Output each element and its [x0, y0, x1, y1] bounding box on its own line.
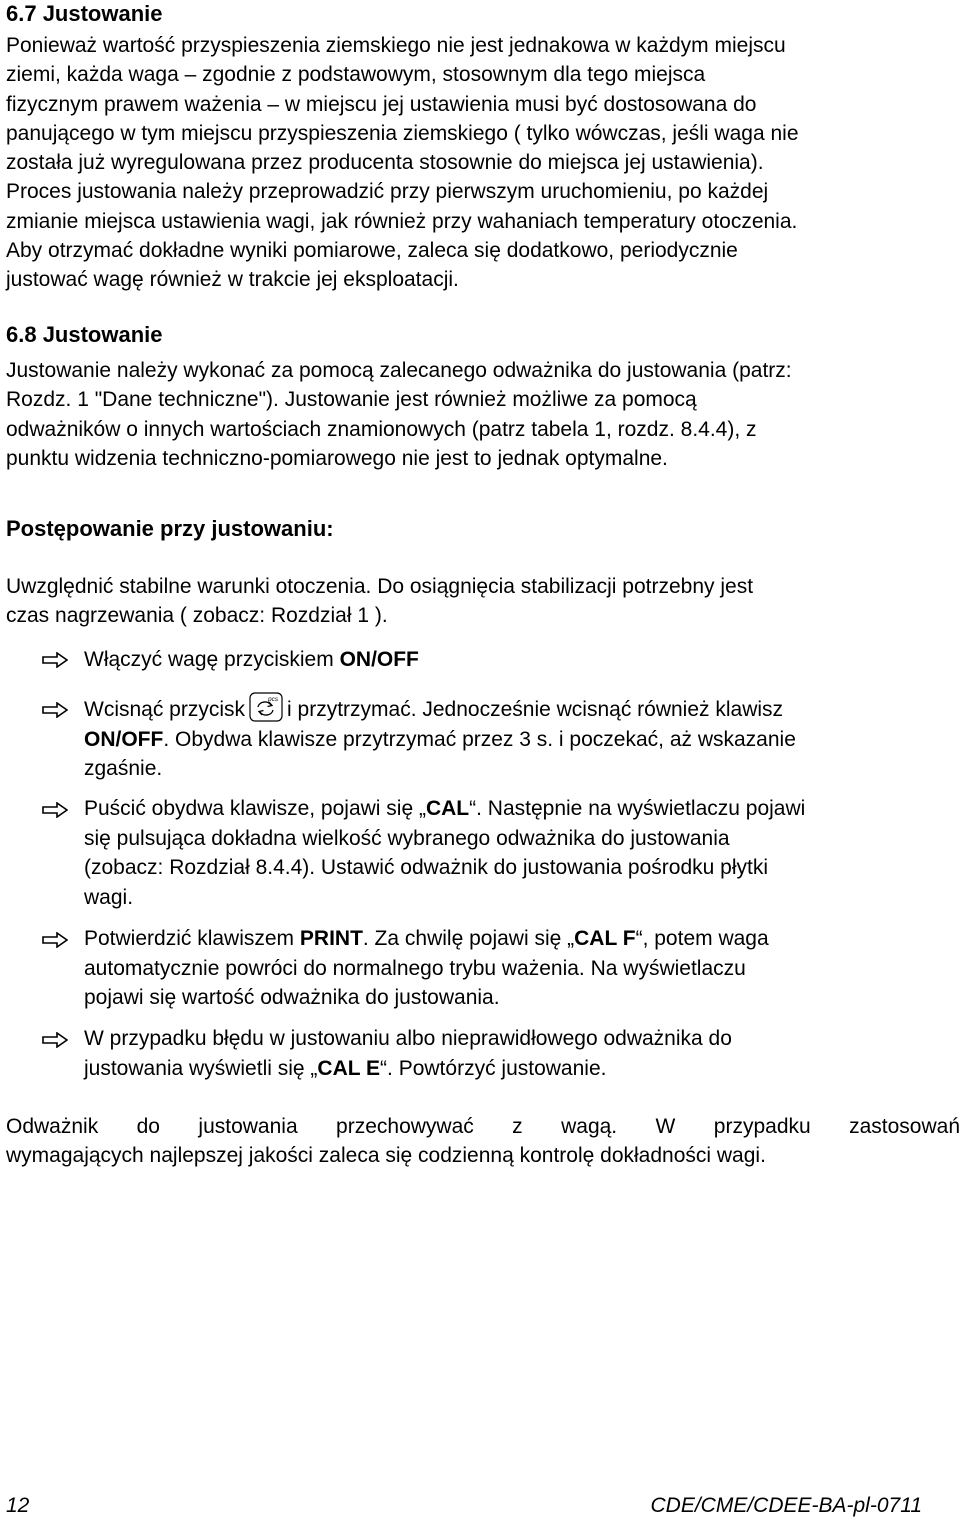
step-text: zgaśnie. [84, 757, 163, 781]
body-line: odważników o innych wartościach znamionowych (patrz tabela 1, rozdz. 8.4.4), z [6, 417, 757, 441]
body-line: czas nagrzewania ( zobacz: Rozdział 1 ). [6, 604, 388, 628]
step-text: . Za chwilę pojawi się „ [362, 927, 575, 950]
key-label-on-off: ON/OFF [339, 648, 419, 671]
hollow-arrow-icon [42, 802, 68, 818]
step-text: Puścić obydwa klawisze, pojawi się „ [84, 797, 426, 820]
hollow-arrow-icon [42, 1032, 68, 1048]
body-line: fizycznym prawem ważenia – w miejscu jej ustawienia musi być dostosowana do [6, 92, 757, 116]
page-number: 12 [6, 1494, 30, 1517]
body-line: ziemi, każda waga – zgodnie z podstawowym, stosownym dla tego miejsca [6, 63, 706, 87]
hollow-arrow-icon [42, 702, 68, 718]
closing-paragraph [6, 1112, 960, 1171]
body-line: punktu widzenia techniczno-pomiarowego nie jest to jednak optymalne. [6, 446, 668, 470]
body-line: Aby otrzymać dokładne wyniki pomiarowe, zaleca się dodatkowo, periodycznie [6, 239, 738, 263]
section-6-7-title: 6.7 Justowanie [6, 1, 163, 26]
step-text: pojawi się wartość odważnika do justowania. [84, 986, 500, 1010]
step-text: . Obydwa klawisze przytrzymać przez 3 s. i poczekać, aż wskazanie [163, 727, 796, 751]
step-text: justowania wyświetli się „ [84, 1056, 318, 1080]
hollow-arrow-icon [42, 932, 68, 948]
body-line: Rozdz. 1 "Dane techniczne"). Justowanie jest również możliwe za pomocą [6, 388, 697, 412]
key-label-print: PRINT [299, 927, 363, 950]
pcs-key-label: pcs [268, 696, 279, 703]
step-text: automatycznie powróci do normalnego trybu ważenia. Na wyświetlaczu [84, 956, 746, 980]
step-text: się pulsująca dokładna wielkość wybranego odważnika do justowania [84, 826, 730, 850]
step-text: “, potem waga [635, 927, 769, 950]
key-label-on-off: ON/OFF [84, 727, 164, 751]
body-line: została już wyregulowana przez producenta stosownie do miejsca jej ustawienia). [6, 151, 764, 175]
body-line: wymagających najlepszej jakości zaleca się codzienną kontrolę dokładności wagi. [6, 1144, 766, 1168]
body-line: Uwzględnić stabilne warunki otoczenia. Do osiągnięcia stabilizacji potrzebny jest [6, 575, 754, 598]
section-6-8-title: 6.8 Justowanie [6, 322, 163, 347]
body-line: zmianie miejsca ustawienia wagi, jak również przy wahaniach temperatury otoczenia. [6, 209, 798, 233]
body-line: Odważnik do justowania przechowywać z wagą. W przypadku zastosowań [6, 1115, 960, 1138]
step-text: “. Następnie na wyświetlaczu pojawi [469, 797, 806, 820]
body-line: Justowanie należy wykonać za pomocą zalecanego odważnika do justowania (patrz: [6, 359, 792, 382]
document-code: CDE/CME/CDEE-BA-pl-0711 [650, 1494, 922, 1517]
step-text: W przypadku błędu w justowaniu albo nieprawidłowego odważnika do [84, 1027, 732, 1050]
step-text: wagi. [84, 885, 134, 909]
hollow-arrow-icon [42, 652, 68, 668]
body-line: panującego w tym miejscu przyspieszenia ziemskiego ( tylko wówczas, jeśli waga nie [6, 121, 799, 145]
body-line: justować wagę również w trakcie jej eksploatacji. [6, 268, 459, 292]
procedure-intro [6, 572, 753, 631]
step-text: (zobacz: Rozdział 8.4.4). Ustawić odważnik do justowania pośrodku płytki [84, 856, 768, 880]
display-cal-e: CAL E [317, 1056, 381, 1080]
step-text: Potwierdzić klawiszem [84, 927, 300, 950]
step-text: Wcisnąć przycisk [84, 698, 246, 721]
display-cal: CAL [425, 797, 470, 820]
section-6-7-body [6, 31, 799, 295]
display-cal-f: CAL F [574, 927, 636, 950]
step-text: i przytrzymać. Jednocześnie wcisnąć również klawisz [287, 698, 784, 721]
pcs-key-icon [249, 692, 283, 722]
step-text: Włączyć wagę przyciskiem [84, 648, 340, 671]
body-line: Proces justowania należy przeprowadzić przy pierwszym uruchomieniu, po każdej [6, 180, 769, 204]
body-line: Ponieważ wartość przyspieszenia ziemskiego nie jest jednakowa w każdym miejscu [6, 34, 786, 57]
section-6-8-body [6, 356, 792, 473]
procedure-heading: Postępowanie przy justowaniu: [6, 516, 334, 541]
step-text: “. Powtórzyć justowanie. [380, 1056, 607, 1080]
